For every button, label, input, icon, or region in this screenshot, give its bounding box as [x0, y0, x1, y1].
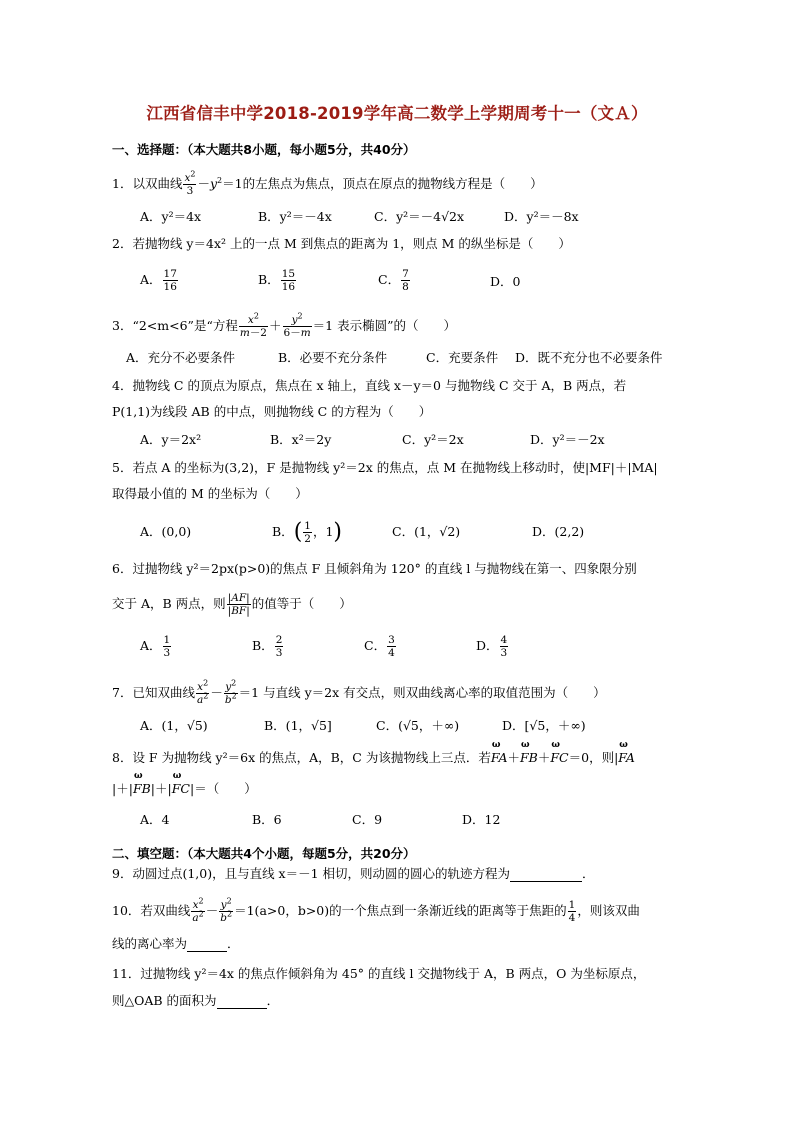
option-d[interactable]: D．12	[462, 812, 501, 827]
option-c[interactable]: C．y²＝－4√2x	[374, 209, 465, 224]
option-a[interactable]: A．(0,0)	[140, 524, 192, 539]
answer-blank[interactable]	[187, 938, 227, 952]
option-c[interactable]: C．(1，√2)	[392, 524, 461, 539]
question-8-line-1: 8．设 F 为抛物线 y²＝6x 的焦点，A，B，C 为该抛物线上三点．若ω FA＋ω FB＋ω FC＝0，则|ω FA	[112, 752, 635, 765]
option-b[interactable]: B．6	[252, 812, 282, 827]
page-title: 江西省信丰中学2018-2019学年高二数学上学期周考十一（文Ａ）	[146, 104, 648, 123]
option-d[interactable]: D．[√5，＋∞)	[502, 718, 586, 733]
option-a[interactable]: A． $\frac{17}{16}$	[140, 268, 177, 294]
option-b[interactable]: B．x²＝2y	[270, 432, 332, 447]
option-d[interactable]: D．既不充分也不必要条件	[515, 350, 663, 365]
option-c[interactable]: C．y²＝2x	[402, 432, 464, 447]
option-c[interactable]: C． $\frac{3}{4}$	[364, 634, 395, 660]
question-4-line-2: P(1,1)为线段 AB 的中点，则抛物线 C 的方程为（ ）	[112, 404, 432, 419]
question-3: 3．“2<m<6”是“方程 $\frac{x^2}{m-2}$ ＋ $\frac{y^2}{6-m}$ ＝1 表示椭圆”的（ ）	[112, 311, 456, 340]
answer-blank[interactable]	[510, 868, 582, 882]
option-b[interactable]: B．( $\frac{1}{2}$ ，1)	[272, 519, 343, 546]
question-1: 1．以双曲线 $\frac{x^2}{3}$ $-y^2=1$的左焦点为焦点，顶点在原点的抛物线方程是（ ）	[112, 169, 543, 198]
question-2: 2．若抛物线 y＝4x² 上的一点 M 到焦点的距离为 1，则点 M 的纵坐标是（ ）	[112, 236, 571, 251]
option-d[interactable]: D．(2,2)	[532, 524, 585, 539]
question-9: 9．动圆过点(1,0)，且与直线 x＝－1 相切，则动圆的圆心的轨迹方程为 ．	[112, 866, 595, 881]
option-b[interactable]: B． $\frac{15}{16}$	[258, 268, 296, 294]
option-b[interactable]: B． $\frac{2}{3}$	[252, 634, 283, 660]
question-7: 7．已知双曲线 $\frac{x^2}{a^2}$ － $\frac{y^2}{b^2}$ ＝1 与直线 y＝2x 有交点，则双曲线离心率的取值范围为（ ）	[112, 678, 606, 707]
option-a[interactable]: A．充分不必要条件	[126, 350, 236, 365]
question-6-options	[140, 634, 520, 670]
option-c[interactable]: C．9	[352, 812, 383, 827]
question-5-options	[140, 520, 600, 556]
question-6-line-1: 6．过抛物线 y²＝2px(p>0)的焦点 F 且倾斜角为 120° 的直线 l 与抛物线在第一、四象限分别	[112, 561, 637, 576]
section-heading-choice: 一、选择题：（本大题共8小题，每小题5分，共40分）	[112, 142, 416, 157]
option-a[interactable]: A．4	[140, 812, 170, 827]
question-6-line-2: 交于 A，B 两点，则 $\frac{|AF|}{|BF|}$ 的值等于（ ）	[112, 592, 352, 618]
option-c[interactable]: C．(√5，＋∞)	[376, 718, 460, 733]
question-11-line-1: 11．过抛物线 y²＝4x 的焦点作倾斜角为 45° 的直线 l 交抛物线于 A，B 两点，O 为坐标原点，	[112, 966, 646, 981]
option-a[interactable]: A．y＝2x²	[140, 432, 202, 447]
question-8-line-2: |＋|ω FB|＋|ω FC|＝（ ）	[112, 783, 257, 796]
option-d[interactable]: D．y²＝－8x	[504, 209, 579, 224]
option-c[interactable]: C．充要条件	[426, 350, 499, 365]
option-d[interactable]: D．y²＝－2x	[530, 432, 605, 447]
question-5-line-1: 5．若点 A 的坐标为(3,2)，F 是抛物线 y²＝2x 的焦点，点 M 在抛物线上移动时，使|MF|＋|MA|	[112, 460, 658, 475]
question-5-line-2: 取得最小值的 M 的坐标为（ ）	[112, 486, 308, 501]
option-b[interactable]: B．y²＝－4x	[258, 209, 332, 224]
answer-blank[interactable]	[217, 995, 267, 1009]
option-d[interactable]: D． $\frac{4}{3}$	[476, 634, 508, 660]
question-10-line-1: 10．若双曲线 $\frac{x^2}{a^2}$ － $\frac{y^2}{b^2}$ ＝1(a>0，b>0)的一个焦点到一条渐近线的距离等于焦距的 $\frac{1}{4}$ ，则该双曲	[112, 896, 640, 925]
option-a[interactable]: A．(1，√5)	[140, 718, 208, 733]
question-11-line-2: 则△OAB 的面积为 ．	[112, 993, 280, 1008]
option-d[interactable]: D．0	[490, 274, 521, 289]
option-a[interactable]: A．y²＝4x	[140, 209, 202, 224]
option-b[interactable]: B．(1，√5]	[264, 718, 332, 733]
option-c[interactable]: C． $\frac{7}{8}$	[378, 268, 409, 294]
option-a[interactable]: A． $\frac{1}{3}$	[140, 634, 171, 660]
question-4-line-1: 4．抛物线 C 的顶点为原点，焦点在 x 轴上，直线 x－y＝0 与抛物线 C 交于 A，B 两点，若	[112, 378, 627, 393]
section-heading-fill: 二、填空题：（本大题共4个小题，每题5分，共20分）	[112, 846, 416, 861]
option-b[interactable]: B．必要不充分条件	[278, 350, 388, 365]
question-2-options	[140, 266, 560, 302]
question-10-line-2: 线的离心率为 ．	[112, 936, 240, 951]
